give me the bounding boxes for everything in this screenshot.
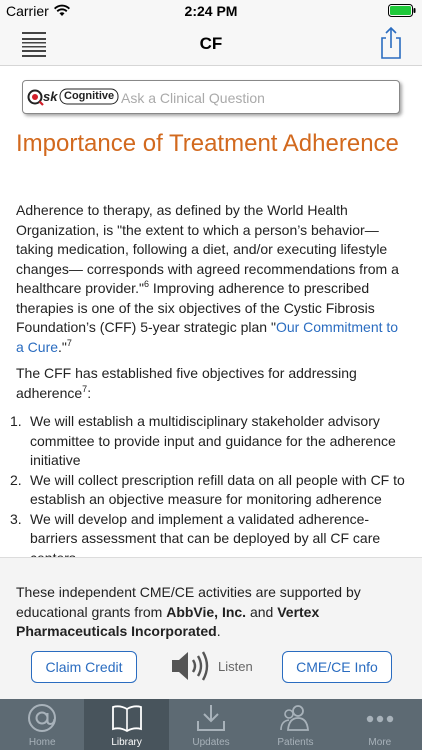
ask-question-input[interactable] (121, 87, 391, 109)
tab-patients[interactable] (253, 699, 337, 750)
para1-text-2: Improving adherence to prescribed therapies is one of the six objectives of the Cystic Fibrosis Foundation’s (CFF) 5-year strategic plan " (16, 280, 375, 335)
share-icon (376, 26, 406, 60)
status-time: 2:24 PM (184, 3, 238, 19)
sponsor-vertex: Vertex Pharmaceuticals Incorporated (16, 603, 320, 639)
tab-label: Patients (277, 737, 314, 748)
battery-icon (388, 4, 416, 20)
sponsor-text-mid: and (246, 603, 278, 620)
para1-text-3: ." (58, 338, 67, 355)
people-icon (278, 703, 312, 733)
article-content[interactable] (0, 67, 422, 557)
article-paragraph-1 (16, 201, 408, 357)
page-title: CF (199, 34, 223, 53)
tab-bar (0, 699, 422, 750)
list-item (10, 412, 410, 471)
para2-text: The CFF has established five objectives for addressing adherence (16, 365, 357, 401)
para1-text: Adherence to therapy, as defined by the World Health Organization, is "the extent to which a person’s behavior—taking medication, following a diet, and/or executing lifestyle changes— corresponds with agreed recommendations from a healthcare provider." (16, 202, 399, 296)
list-item-text: We will collect prescription refill data on all people with CF to establish an objective measure for monitoring adherence (30, 471, 405, 507)
claim-credit-button[interactable]: Claim Credit (31, 651, 137, 683)
sponsor-text (16, 583, 408, 642)
listen-label: Listen (218, 658, 253, 674)
book-icon (110, 703, 144, 733)
ask-cognitive-logo (27, 87, 119, 107)
download-icon (194, 703, 228, 733)
carrier-label: Carrier (6, 3, 49, 19)
list-number: 3. (10, 510, 22, 527)
sponsor-text-end: . (216, 623, 221, 639)
tab-updates[interactable] (169, 699, 253, 750)
listen-button[interactable] (170, 648, 253, 684)
status-bar (0, 0, 422, 22)
cme-ce-info-button[interactable]: CME/CE Info (282, 651, 392, 683)
ask-logo-brand: Cognitive (64, 90, 115, 102)
reference-7[interactable]: 7 (66, 337, 72, 348)
tab-label: More (368, 737, 392, 748)
objectives-list (10, 412, 410, 568)
tab-more[interactable] (338, 699, 422, 750)
sponsor-abbvie: AbbVie, Inc. (166, 603, 247, 620)
tab-home[interactable] (0, 699, 84, 750)
ask-question-box[interactable] (22, 80, 400, 114)
reference-6[interactable]: 6 (143, 279, 149, 289)
sponsor-panel (0, 557, 422, 699)
list-item (10, 471, 410, 510)
speaker-icon (170, 649, 210, 683)
commitment-to-cure-link[interactable]: Our Commitment to a Cure (16, 319, 399, 355)
nav-bar (0, 22, 422, 66)
share-button[interactable] (376, 26, 406, 60)
tab-label: Library (111, 737, 142, 748)
list-number: 1. (10, 413, 22, 429)
article-paragraph-2 (16, 364, 408, 403)
tab-label: Updates (192, 737, 230, 748)
sponsor-text-start: These independent CME/CE activities are supported by educational grants from (16, 584, 361, 620)
tab-label: Home (28, 737, 56, 748)
ask-logo-sk: sk (43, 89, 58, 104)
at-icon (25, 703, 59, 733)
ellipsis-icon (363, 703, 397, 733)
list-item-text: We will establish a multidisciplinary stakeholder advisory committee to provide input and guidance for the adherence initiative (30, 413, 396, 468)
list-number: 2. (10, 471, 22, 488)
list-item-text: We will develop and implement a validated adherence-barriers assessment that can be deployed by all CF care (30, 510, 381, 546)
para2-tail: : (87, 384, 92, 401)
tab-library[interactable] (84, 699, 168, 750)
reference-7b[interactable]: 7 (82, 383, 88, 394)
article-heading: Importance of Treatment Adherence (16, 130, 399, 157)
